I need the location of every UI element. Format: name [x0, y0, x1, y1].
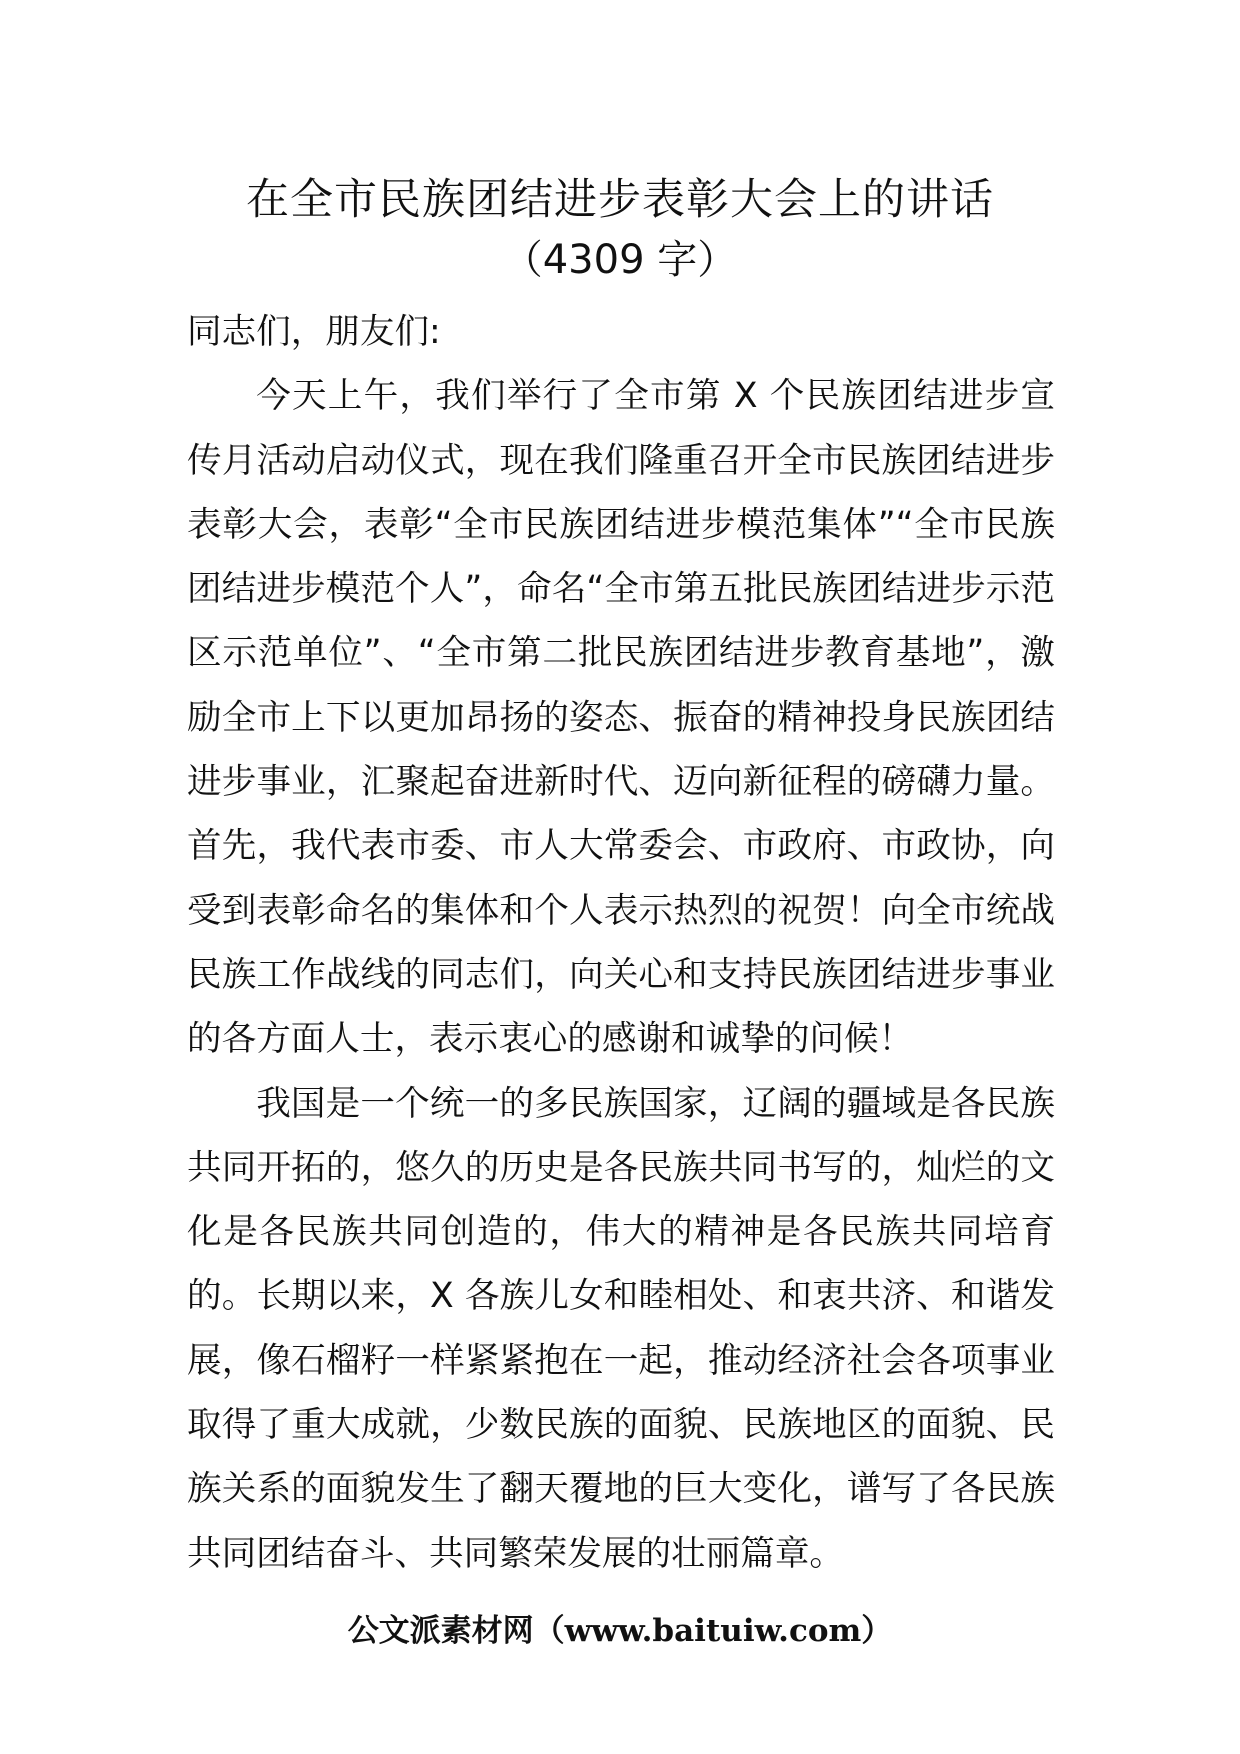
word-count-subtitle: （4309 字） [502, 237, 738, 283]
paragraph-1: 今天上午，我们举行了全市第 X 个民族团结进步宣传月活动启动仪式，现在我们隆重召开全市民族团结进步表彰大会，表彰“全市民族团结进步模范集体”“全市民族团结进步模范个人”，命名“全市第五批民族团结进步示范区示范单位”、“全市第二批民族团结进步教育基地”，激励全市上下以更加昂扬的姿态、振奋的精神投身民族团结进步事业，汇聚起奋进新时代、迈向新征程的磅礴力量。首先，我代表市委、市人大常委会、市政府、市政协，向受到表彰命名的集体和个人表示热烈的祝贺！向全市统战民族工作战线的同志们，向关心和支持民族团结进步事业的各方面人士，表示衷心的感谢和诚挚的问候！ [187, 376, 1055, 1060]
document-body [187, 300, 1055, 1586]
document-title: 在全市民族团结进步表彰大会上的讲话 [246, 175, 994, 225]
footer-watermark: 公文派素材网（www.baituiw.com） [347, 1613, 893, 1649]
paragraph-2: 我国是一个统一的多民族国家，辽阔的疆域是各民族共同开拓的，悠久的历史是各民族共同书写的，灿烂的文化是各民族共同创造的，伟大的精神是各民族共同培育的。长期以来，X 各族儿女和睦相处、和衷共济、和谐发展，像石榴籽一样紧紧抱在一起，推动经济社会各项事业取得了重大成就，少数民族的面貌、民族地区的面貌、民族关系的面貌发生了翻天覆地的巨大变化，谱写了各民族共同团结奋斗、共同繁荣发展的壮丽篇章。 [187, 1083, 1055, 1574]
greeting-line: 同志们，朋友们: [187, 312, 441, 352]
